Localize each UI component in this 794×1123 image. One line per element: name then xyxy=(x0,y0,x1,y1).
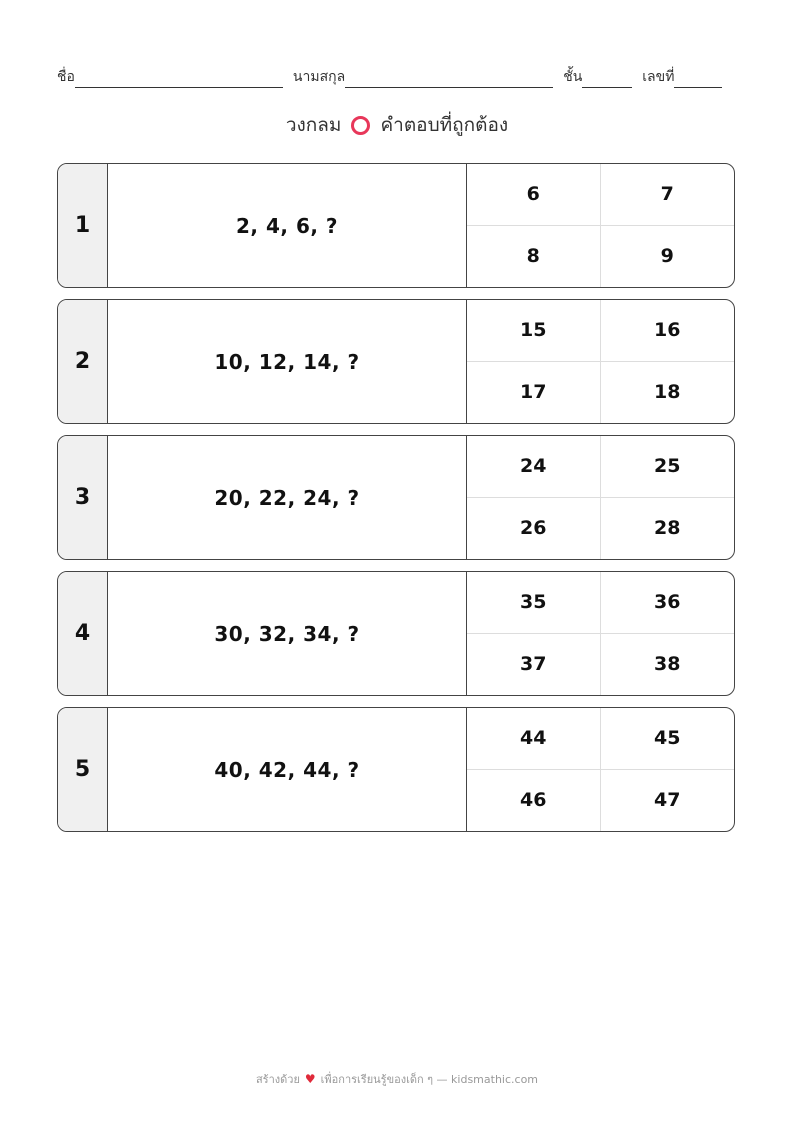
answer-choices xyxy=(467,436,734,559)
question-2 xyxy=(57,299,735,424)
question-sequence: 40, 42, 44, ? xyxy=(108,708,467,831)
instruction-text-after: คำตอบที่ถูกต้อง xyxy=(380,114,509,136)
choice-option[interactable]: 26 xyxy=(467,498,601,560)
class-field[interactable] xyxy=(582,69,632,88)
surname-field[interactable] xyxy=(345,69,553,88)
question-sequence: 10, 12, 14, ? xyxy=(108,300,467,423)
question-number: 4 xyxy=(58,572,108,695)
number-label: เลขที่ xyxy=(642,69,675,85)
question-number: 5 xyxy=(58,708,108,831)
heart-icon: ♥ xyxy=(304,1072,316,1086)
answer-choices xyxy=(467,164,734,287)
choice-option[interactable]: 7 xyxy=(601,164,735,226)
question-sequence: 2, 4, 6, ? xyxy=(108,164,467,287)
question-sequence: 30, 32, 34, ? xyxy=(108,572,467,695)
student-info-header xyxy=(57,64,749,88)
choice-option[interactable]: 44 xyxy=(467,708,601,770)
choice-option[interactable]: 8 xyxy=(467,226,601,288)
choice-option[interactable]: 18 xyxy=(654,381,681,404)
question-number: 1 xyxy=(58,164,108,287)
question-number: 3 xyxy=(58,436,108,559)
question-4 xyxy=(57,571,735,696)
choice-option[interactable]: 45 xyxy=(601,708,735,770)
answer-choices xyxy=(467,708,734,831)
choice-option[interactable]: 38 xyxy=(654,653,681,676)
name-label: ชื่อ xyxy=(57,69,75,85)
choice-option[interactable]: 6 xyxy=(467,164,601,226)
question-sequence: 20, 22, 24, ? xyxy=(108,436,467,559)
question-1 xyxy=(57,163,735,288)
answer-choices xyxy=(467,300,734,423)
footer xyxy=(0,1070,794,1088)
choice-option[interactable]: 47 xyxy=(654,789,681,812)
choice-option[interactable]: 36 xyxy=(601,572,735,634)
question-5 xyxy=(57,707,735,832)
choice-option[interactable]: 46 xyxy=(467,770,601,832)
choice-option[interactable]: 17 xyxy=(467,362,601,424)
choice-option[interactable]: 15 xyxy=(467,300,601,362)
surname-label: นามสกุล xyxy=(292,69,346,85)
number-field[interactable] xyxy=(674,69,722,88)
circle-icon xyxy=(351,116,370,135)
name-field[interactable] xyxy=(75,69,283,88)
choice-option[interactable]: 28 xyxy=(654,517,681,540)
choice-option[interactable]: 37 xyxy=(467,634,601,696)
question-number: 2 xyxy=(58,300,108,423)
choice-option[interactable]: 24 xyxy=(467,436,601,498)
footer-text-after: เพื่อการเรียนรู้ของเด็ก ๆ — kidsmathic.com xyxy=(320,1073,539,1086)
choice-option[interactable]: 35 xyxy=(467,572,601,634)
class-label: ชั้น xyxy=(563,69,583,85)
footer-text-before: สร้างด้วย xyxy=(255,1073,300,1086)
instruction xyxy=(0,110,794,140)
answer-choices xyxy=(467,572,734,695)
choice-option[interactable]: 25 xyxy=(601,436,735,498)
question-3 xyxy=(57,435,735,560)
choice-option[interactable]: 16 xyxy=(601,300,735,362)
choice-option[interactable]: 9 xyxy=(660,245,674,268)
instruction-text-before: วงกลม xyxy=(285,114,342,136)
